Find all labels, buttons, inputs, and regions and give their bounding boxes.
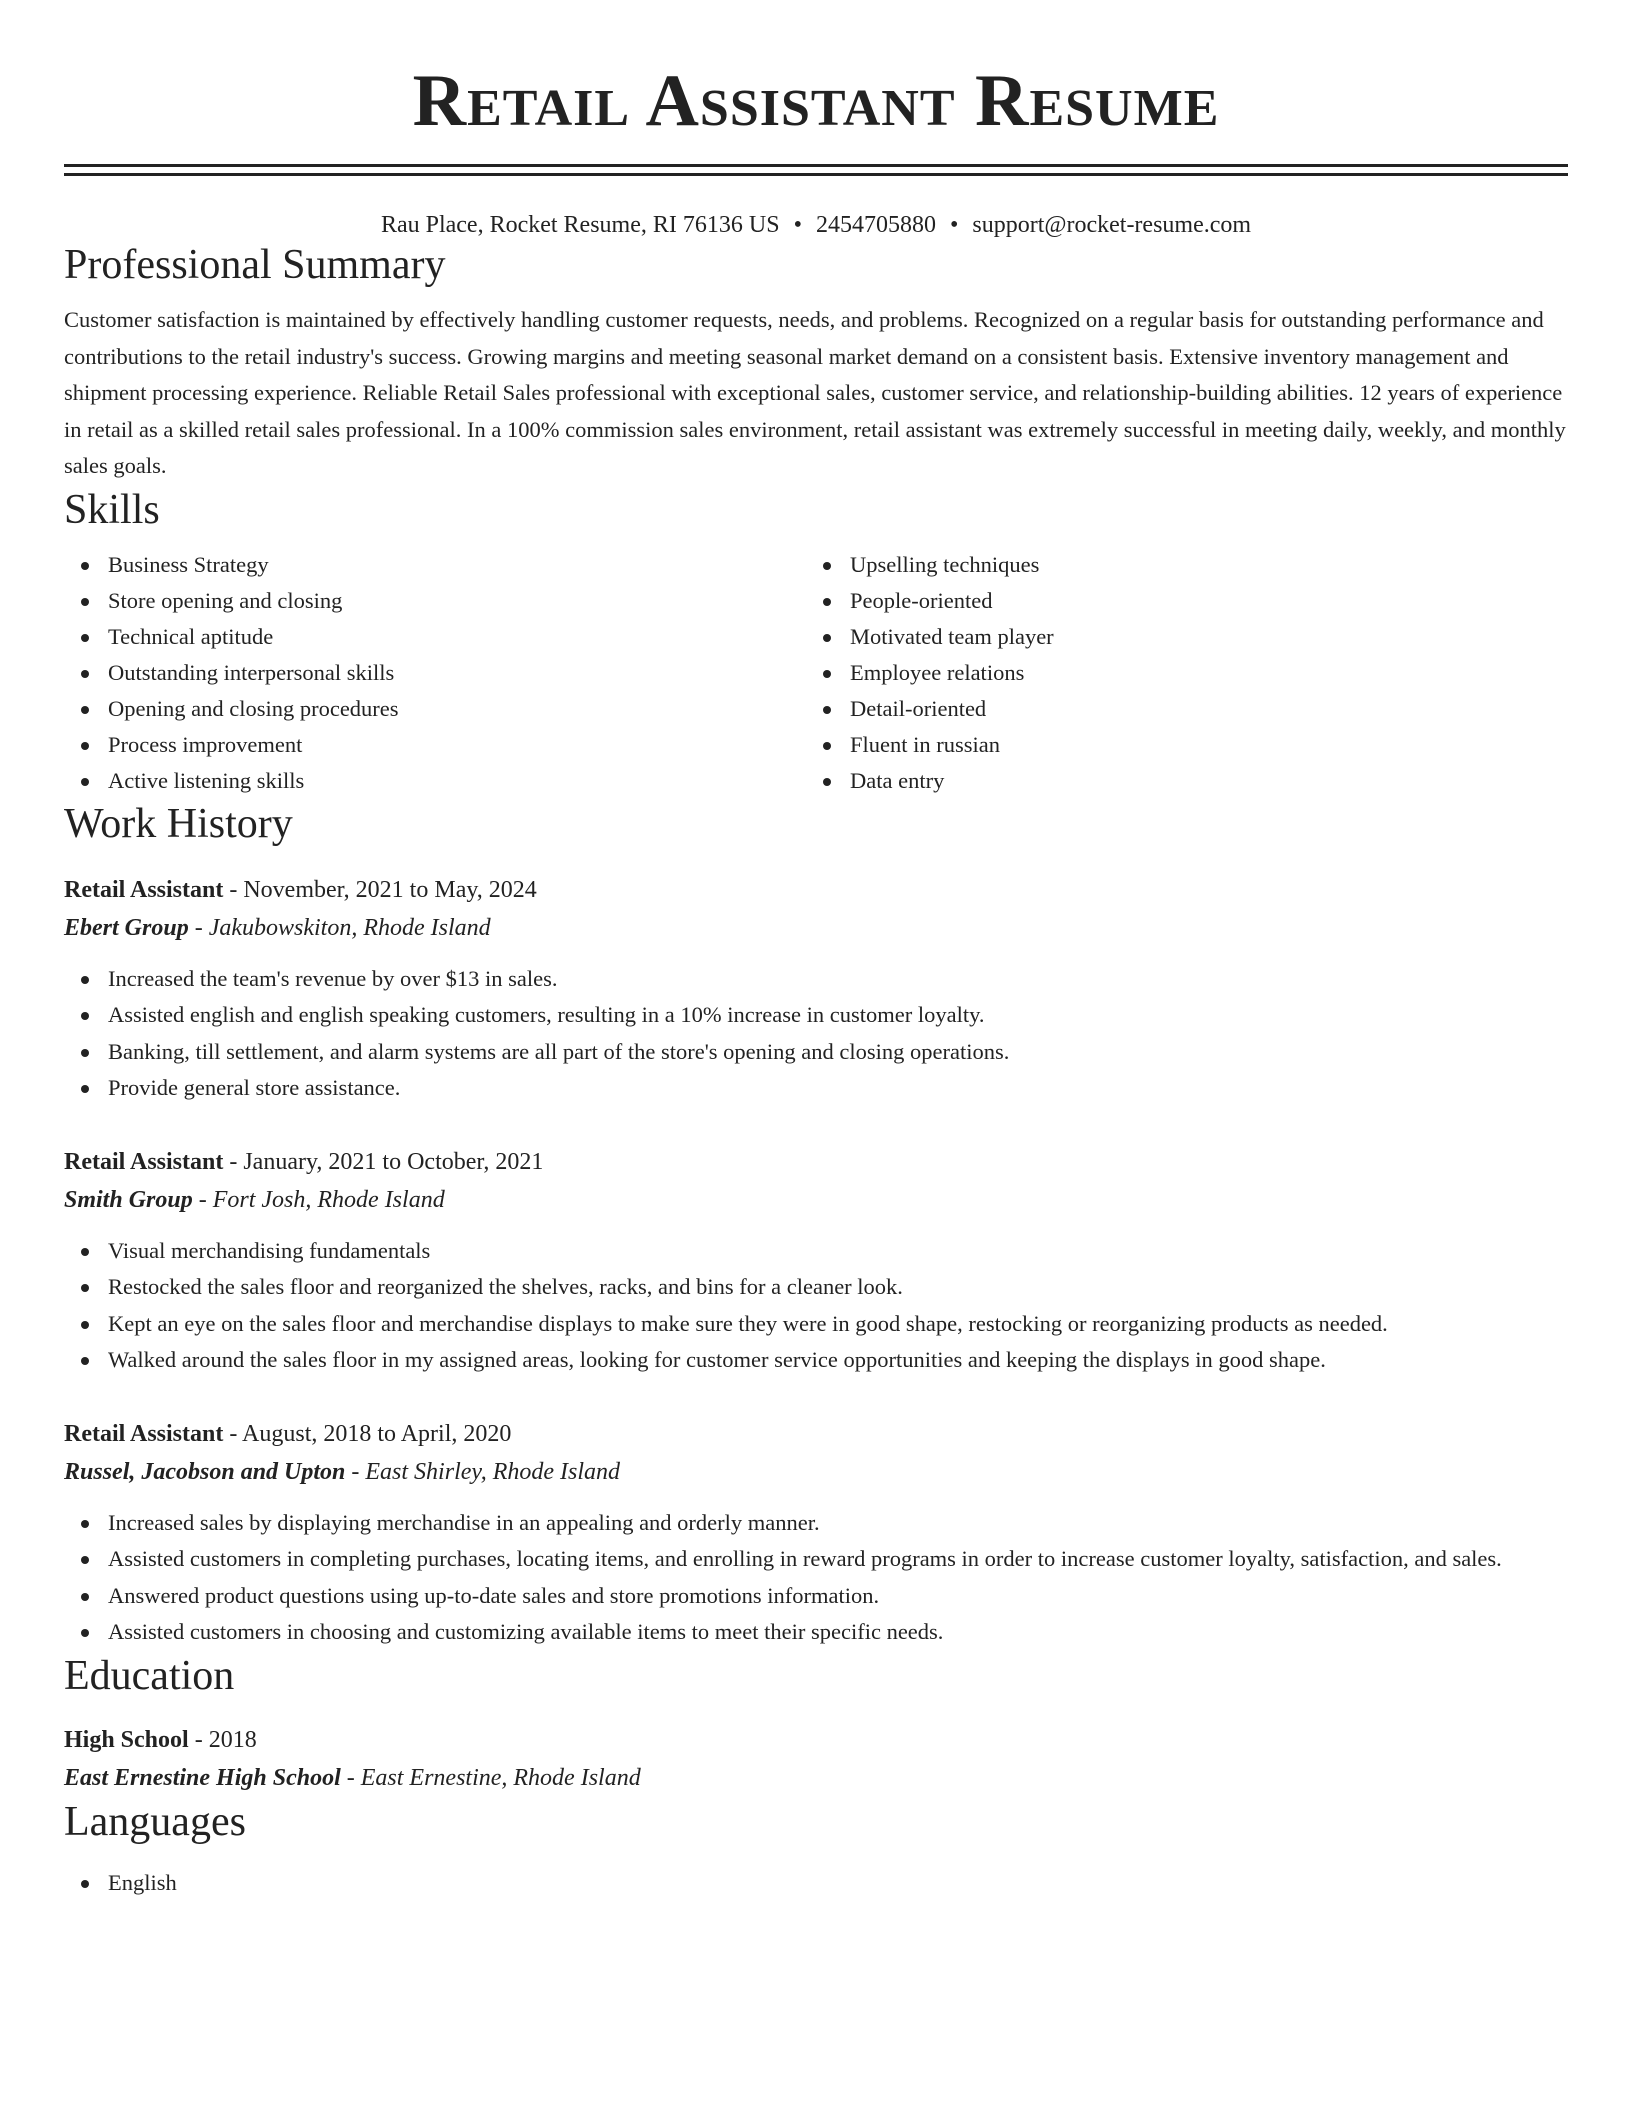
job-bullets [64,1233,1568,1379]
job-title-line: Retail Assistant - November, 2021 to May, 2024 [64,876,537,903]
skill-item: Fluent in russian [850,727,1550,763]
job-bullets [64,961,1568,1107]
education-school-line: East Ernestine High School - East Ernestine, Rhode Island [64,1764,641,1791]
job-entry [64,1143,1568,1379]
job-company-line: Smith Group - Fort Josh, Rhode Island [64,1186,445,1213]
job-entry [64,1415,1568,1651]
skill-item: Business Strategy [108,547,806,583]
skill-item: Data entry [850,763,1550,799]
job-title: Retail Assistant [64,1420,224,1447]
job-location: Fort Josh, Rhode Island [212,1186,445,1213]
job-bullet: Walked around the sales floor in my assigned areas, looking for customer service opportunities and keeping the displays in good shape. [108,1342,1568,1379]
contact-email: support@rocket-resume.com [972,212,1252,238]
skill-item: People-oriented [850,583,1550,619]
job-bullet: Visual merchandising fundamentals [108,1233,1568,1270]
language-item: English [108,1865,1568,1901]
skill-item: Technical aptitude [108,619,806,655]
skill-item: Detail-oriented [850,691,1550,727]
contact-address: Rau Place, Rocket Resume, RI 76136 US [380,212,780,238]
job-dates: November, 2021 to May, 2024 [243,876,537,903]
resume-title: Retail Assistant Resume [412,60,1220,142]
title-rule-bottom [64,173,1568,176]
job-title-line: Retail Assistant - August, 2018 to April, 2020 [64,1420,512,1447]
resume-page [64,0,1568,1901]
job-location: Jakubowskiton, Rhode Island [208,914,491,941]
contact-phone: 2454705880 [815,212,936,238]
job-bullet: Restocked the sales floor and reorganized the shelves, racks, and bins for a cleaner look. [108,1269,1568,1306]
job-title-line: Retail Assistant - January, 2021 to October, 2021 [64,1148,544,1175]
job-company-line: Ebert Group - Jakubowskiton, Rhode Island [64,914,491,941]
job-bullet: Kept an eye on the sales floor and merchandise displays to make sure they were in good shape, restocking or reorganizing products as needed. [108,1306,1568,1343]
skill-item: Motivated team player [850,619,1550,655]
education-entry [64,1721,1568,1797]
contact-separator: • [949,212,959,238]
job-bullet: Assisted customers in completing purchases, locating items, and enrolling in reward programs in order to increase customer loyalty, satisfaction, and sales. [108,1541,1568,1578]
job-company: Ebert Group [64,914,189,941]
skill-item: Opening and closing procedures [108,691,806,727]
education-location: East Ernestine, Rhode Island [360,1764,641,1791]
job-bullets [64,1505,1568,1651]
job-company: Smith Group [64,1186,193,1213]
job-location: East Shirley, Rhode Island [365,1458,621,1485]
education-year: 2018 [208,1726,257,1753]
job-bullet: Banking, till settlement, and alarm systems are all part of the store's opening and closing operations. [108,1034,1568,1071]
languages-section [64,1865,1568,1901]
skills-column-right [806,547,1550,799]
skill-item: Employee relations [850,655,1550,691]
education-degree: High School [64,1726,189,1753]
job-company: Russel, Jacobson and Upton [64,1458,346,1485]
contact-line [64,210,1568,240]
skill-item: Active listening skills [108,763,806,799]
job-bullet: Answered product questions using up-to-date sales and store promotions information. [108,1578,1568,1615]
job-title: Retail Assistant [64,1148,224,1175]
job-bullet: Increased sales by displaying merchandise in an appealing and orderly manner. [108,1505,1568,1542]
skill-item: Upselling techniques [850,547,1550,583]
job-bullet: Increased the team's revenue by over $13 in sales. [108,961,1568,998]
job-entry [64,871,1568,1107]
skill-item: Store opening and closing [108,583,806,619]
skills-heading: Skills [64,486,160,533]
education-school: East Ernestine High School [64,1764,341,1791]
title-rule-top [64,164,1568,167]
languages-heading: Languages [64,1798,246,1845]
skill-item: Process improvement [108,727,806,763]
education-heading: Education [64,1652,235,1699]
job-title: Retail Assistant [64,876,224,903]
summary-text: Customer satisfaction is maintained by effectively handling customer requests, needs, and problems. Recognized on a regular basis for outstanding performance and contributions to the retail industry's success. Growing margins and meeting seasonal market demand on a consistent basis. Extensive inventory management and shipment processing experience. Reliable Retail Sales professional with exceptional sales, customer service, and relationship-building abilities. 12 years of experience in retail as a skilled retail sales professional. In a 100% commission sales environment, retail assistant was extremely successful in meeting daily, weekly, and monthly sales goals. [64,307,1566,478]
skill-item: Outstanding interpersonal skills [108,655,806,691]
skills-list [64,547,1568,799]
job-bullet: Assisted customers in choosing and customizing available items to meet their specific needs. [108,1614,1568,1651]
job-dates: August, 2018 to April, 2020 [242,1420,512,1447]
job-dates: January, 2021 to October, 2021 [243,1148,544,1175]
skills-column-left [64,547,806,799]
education-degree-line: High School - 2018 [64,1726,257,1753]
languages-list [64,1865,1568,1901]
work-history-heading: Work History [64,800,293,847]
job-bullet: Provide general store assistance. [108,1070,1568,1107]
job-company-line: Russel, Jacobson and Upton - East Shirley, Rhode Island [64,1458,621,1485]
summary-heading: Professional Summary [64,242,446,288]
job-bullet: Assisted english and english speaking customers, resulting in a 10% increase in customer loyalty. [108,997,1568,1034]
contact-separator: • [793,212,802,238]
